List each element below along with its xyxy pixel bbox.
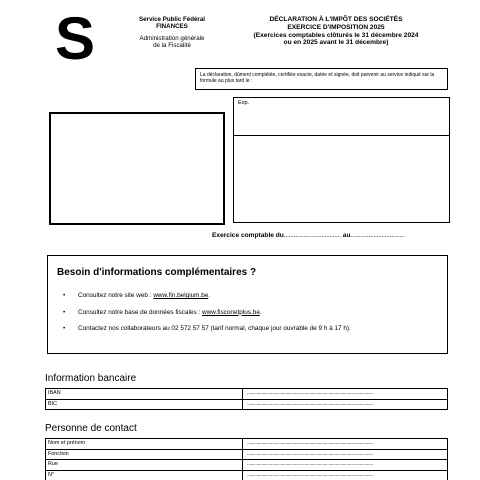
name-field[interactable]: ......................................................................................................... [247,440,373,446]
iban-label: IBAN [46,389,243,399]
table-row [46,471,447,480]
info-item-text: Consultez notre base de données fiscales : [78,308,202,316]
fiscal-period-to-label: au [342,232,351,239]
logo-letter: S [54,14,96,62]
contact-table [45,438,448,480]
number-field[interactable]: ......................................................................................................... [247,471,373,478]
organization-block [112,16,232,50]
info-box [47,255,448,354]
contact-section-title: Personne de contact [45,423,137,434]
bank-table [45,388,448,410]
table-row [46,460,447,471]
sender-label: Exp. [238,100,250,106]
info-item-website: • Consultez notre site web : www.fin.belgium.be. [63,292,211,299]
table-row [46,439,447,450]
title-line-2: EXERCICE D'IMPOSITION 2025 [287,23,385,31]
website-link[interactable]: www.fin.belgium.be [153,292,209,299]
info-item-text: Consultez notre site web : [78,292,154,299]
bank-section-title: Information bancaire [45,373,137,384]
street-field[interactable]: ......................................................................................................... [247,461,373,467]
org-department: FINANCES [156,23,188,31]
table-row [46,450,447,461]
info-title: Besoin d'informations complémentaires ? [57,267,257,278]
table-row [46,389,447,400]
document-title [236,16,436,47]
sender-box-top [234,98,449,136]
info-list [63,292,351,342]
info-item-phone [63,325,351,342]
bic-label: BIC [46,400,243,410]
bullet-icon: • [63,308,66,316]
fiscal-period-from-label: Exercice comptable du [212,232,284,239]
info-item-text: Contactez nos collaborateurs au 02 572 57 57 (tarif normal, chaque jour ouvrable de 9 h à 17 h). [78,325,351,332]
name-label: Nom et prénom [46,439,243,449]
fiscal-period-from-field[interactable]: ................................... [283,232,341,239]
org-administration: Administration générale [139,34,205,42]
function-label: Fonction [46,450,243,460]
bullet-icon: • [63,325,66,332]
fisconet-link[interactable]: www.fisconetplus.be [201,308,260,316]
fiscal-period-to-field[interactable]: ................................. [350,232,405,239]
title-line-1: DÉCLARATION À L'IMPÔT DES SOCIÉTÉS [269,16,403,23]
function-field[interactable]: ......................................................................................................... [247,450,373,457]
address-box[interactable] [49,112,225,225]
number-label: N° [46,471,243,480]
org-administration-2: de la Fiscalité [153,42,191,50]
title-line-4: ou en 2025 avant le 31 décembre) [283,39,389,47]
table-row [46,400,447,411]
org-name: Service Public Fédéral [138,16,206,23]
street-label: Rue [46,460,243,470]
spf-finances-logo [52,14,98,62]
iban-field[interactable]: ......................................................................................................... [247,390,373,396]
bullet-icon: • [63,292,66,299]
info-item-database: • Consultez notre base de données fiscales : www.fisconetplus.be. [63,308,262,316]
sender-box[interactable] [233,97,450,223]
title-line-3: (Exercices comptables clôturés le 31 décembre 2024 [253,31,419,39]
deadline-notice-text: La déclaration, dûment complétée, certifiée exacte, datée et signée, doit parvenir au service indiqué sur la formule au plus tard le : [200,72,435,85]
bic-field[interactable]: ......................................................................................................... [247,400,373,407]
deadline-notice [195,68,448,90]
fiscal-period-line [212,232,452,239]
